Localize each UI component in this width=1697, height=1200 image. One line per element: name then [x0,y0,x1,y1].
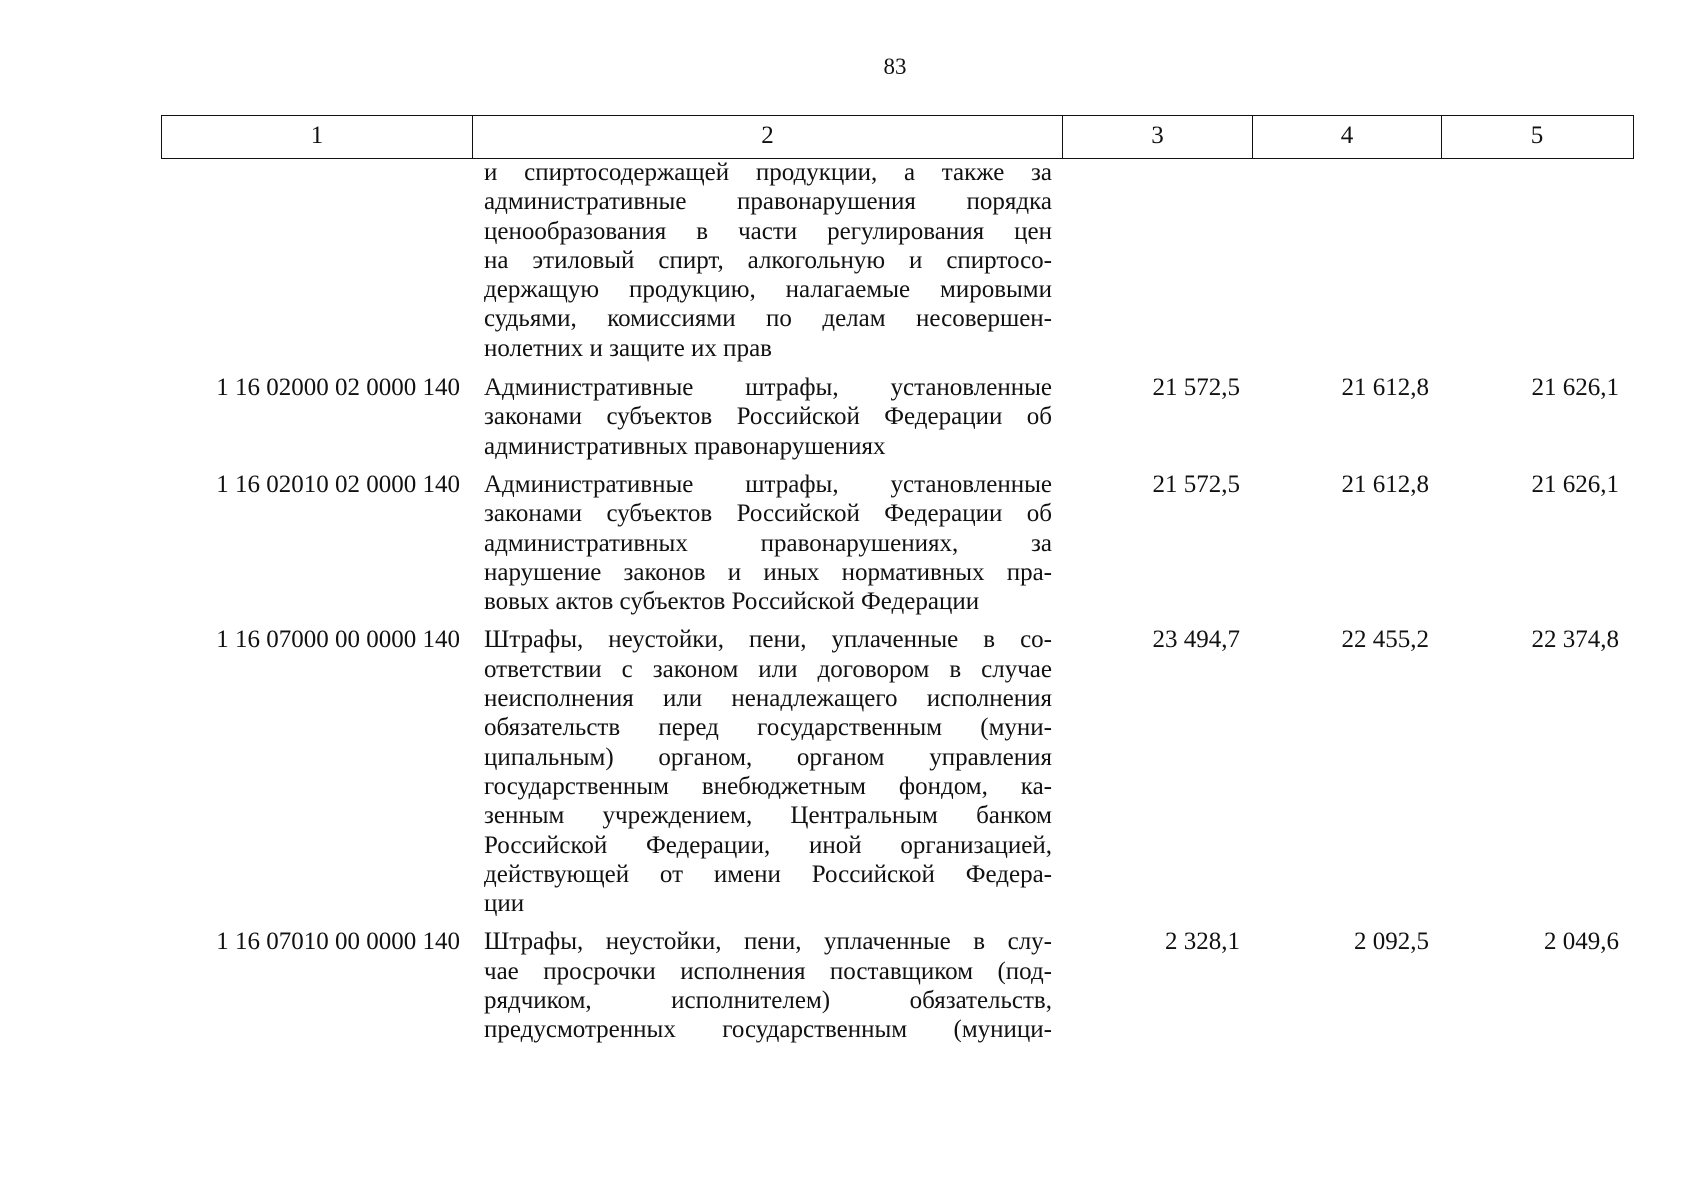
table-row [161,625,1634,918]
budget-code-cell: 1 16 02010 02 0000 140 [216,470,460,498]
table-body [161,158,1634,1054]
description-line: нарушение законов и иных нормативных пра- [484,558,1052,586]
description-line: Административные штрафы, установленные [484,470,1052,498]
budget-code-cell [161,158,472,363]
value-cell-col4: 21 612,8 [1341,374,1429,402]
value-cell-col3 [1062,158,1252,363]
description-line: нолетних и защите их прав [484,334,772,362]
value-cell-col4: 21 612,8 [1341,470,1429,498]
description-cell [472,158,1062,363]
value-cell-col4: 22 455,2 [1341,626,1429,654]
description-line: рядчиком, исполнителем) обязательств, [484,987,1052,1015]
header-col-1: 1 [162,116,473,158]
value-cell-col5: 2 049,6 [1544,928,1619,956]
description-line: судьями, комиссиями по делам несовершен- [484,305,1052,333]
description-line: административных правонарушениях, за [484,529,1052,557]
description-line: ципальным) органом, органом управления [484,743,1052,771]
description-line: Штрафы, неустойки, пени, уплаченные в со- [484,626,1052,654]
description-cell [472,373,1062,461]
header-col-3: 3 [1063,116,1253,158]
header-col-4: 4 [1253,116,1442,158]
value-cell-col3: 21 572,5 [1152,470,1240,498]
value-cell-col5: 21 626,1 [1531,470,1619,498]
description-line: действующей от имени Российской Федера- [484,860,1052,888]
table-row [161,927,1634,1044]
table-row [161,373,1634,461]
description-line: держащую продукцию, налагаемые мировыми [484,276,1052,304]
table-row [161,158,1634,363]
description-line: Штрафы, неустойки, пени, уплаченные в слу- [484,928,1052,956]
description-cell [472,927,1062,1044]
table-row [161,470,1634,616]
budget-code-cell: 1 16 07000 00 0000 140 [216,626,460,654]
description-line: неисполнения или ненадлежащего исполнения [484,685,1052,713]
table-header-row [161,115,1634,159]
description-line: предусмотренных государственным (муници- [484,1016,1052,1044]
value-cell-col4 [1252,158,1441,363]
description-line: законами субъектов Российской Федерации об [484,403,1052,431]
description-line: обязательств перед государственным (муни- [484,714,1052,742]
description-cell [472,625,1062,918]
value-cell-col3: 23 494,7 [1152,626,1240,654]
description-line: ответствии с законом или договором в случае [484,655,1052,683]
value-cell-col3: 21 572,5 [1152,374,1240,402]
description-line: административные правонарушения порядка [484,188,1052,216]
description-line: ценообразования в части регулирования цен [484,217,1052,245]
header-col-5: 5 [1530,122,1544,149]
value-cell-col4: 2 092,5 [1354,928,1429,956]
value-cell-col5: 21 626,1 [1531,374,1619,402]
page-number: 83 [883,54,907,79]
value-cell-col5: 22 374,8 [1531,626,1619,654]
value-cell-col3: 2 328,1 [1165,928,1240,956]
description-line: административных правонарушениях [484,432,886,460]
description-line: зенным учреждением, Центральным банком [484,802,1052,830]
description-line: на этиловый спирт, алкогольную и спиртосо- [484,246,1052,274]
budget-code-cell: 1 16 02000 02 0000 140 [216,374,460,402]
description-line: Административные штрафы, установленные [484,374,1052,402]
description-line: Российской Федерации, иной организацией, [484,831,1052,859]
description-cell [472,470,1062,616]
description-line: вовых актов субъектов Российской Федерации [484,588,980,616]
description-line: чае просрочки исполнения поставщиком (под- [484,957,1052,985]
budget-code-cell: 1 16 07010 00 0000 140 [216,928,460,956]
header-col-2: 2 [473,116,1063,158]
description-line: ции [484,890,525,918]
value-cell-col5 [1441,158,1631,363]
description-line: государственным внебюджетным фондом, ка- [484,772,1052,800]
description-line: законами субъектов Российской Федерации об [484,500,1052,528]
description-line: и спиртосодержащей продукции, а также за [484,159,1052,186]
